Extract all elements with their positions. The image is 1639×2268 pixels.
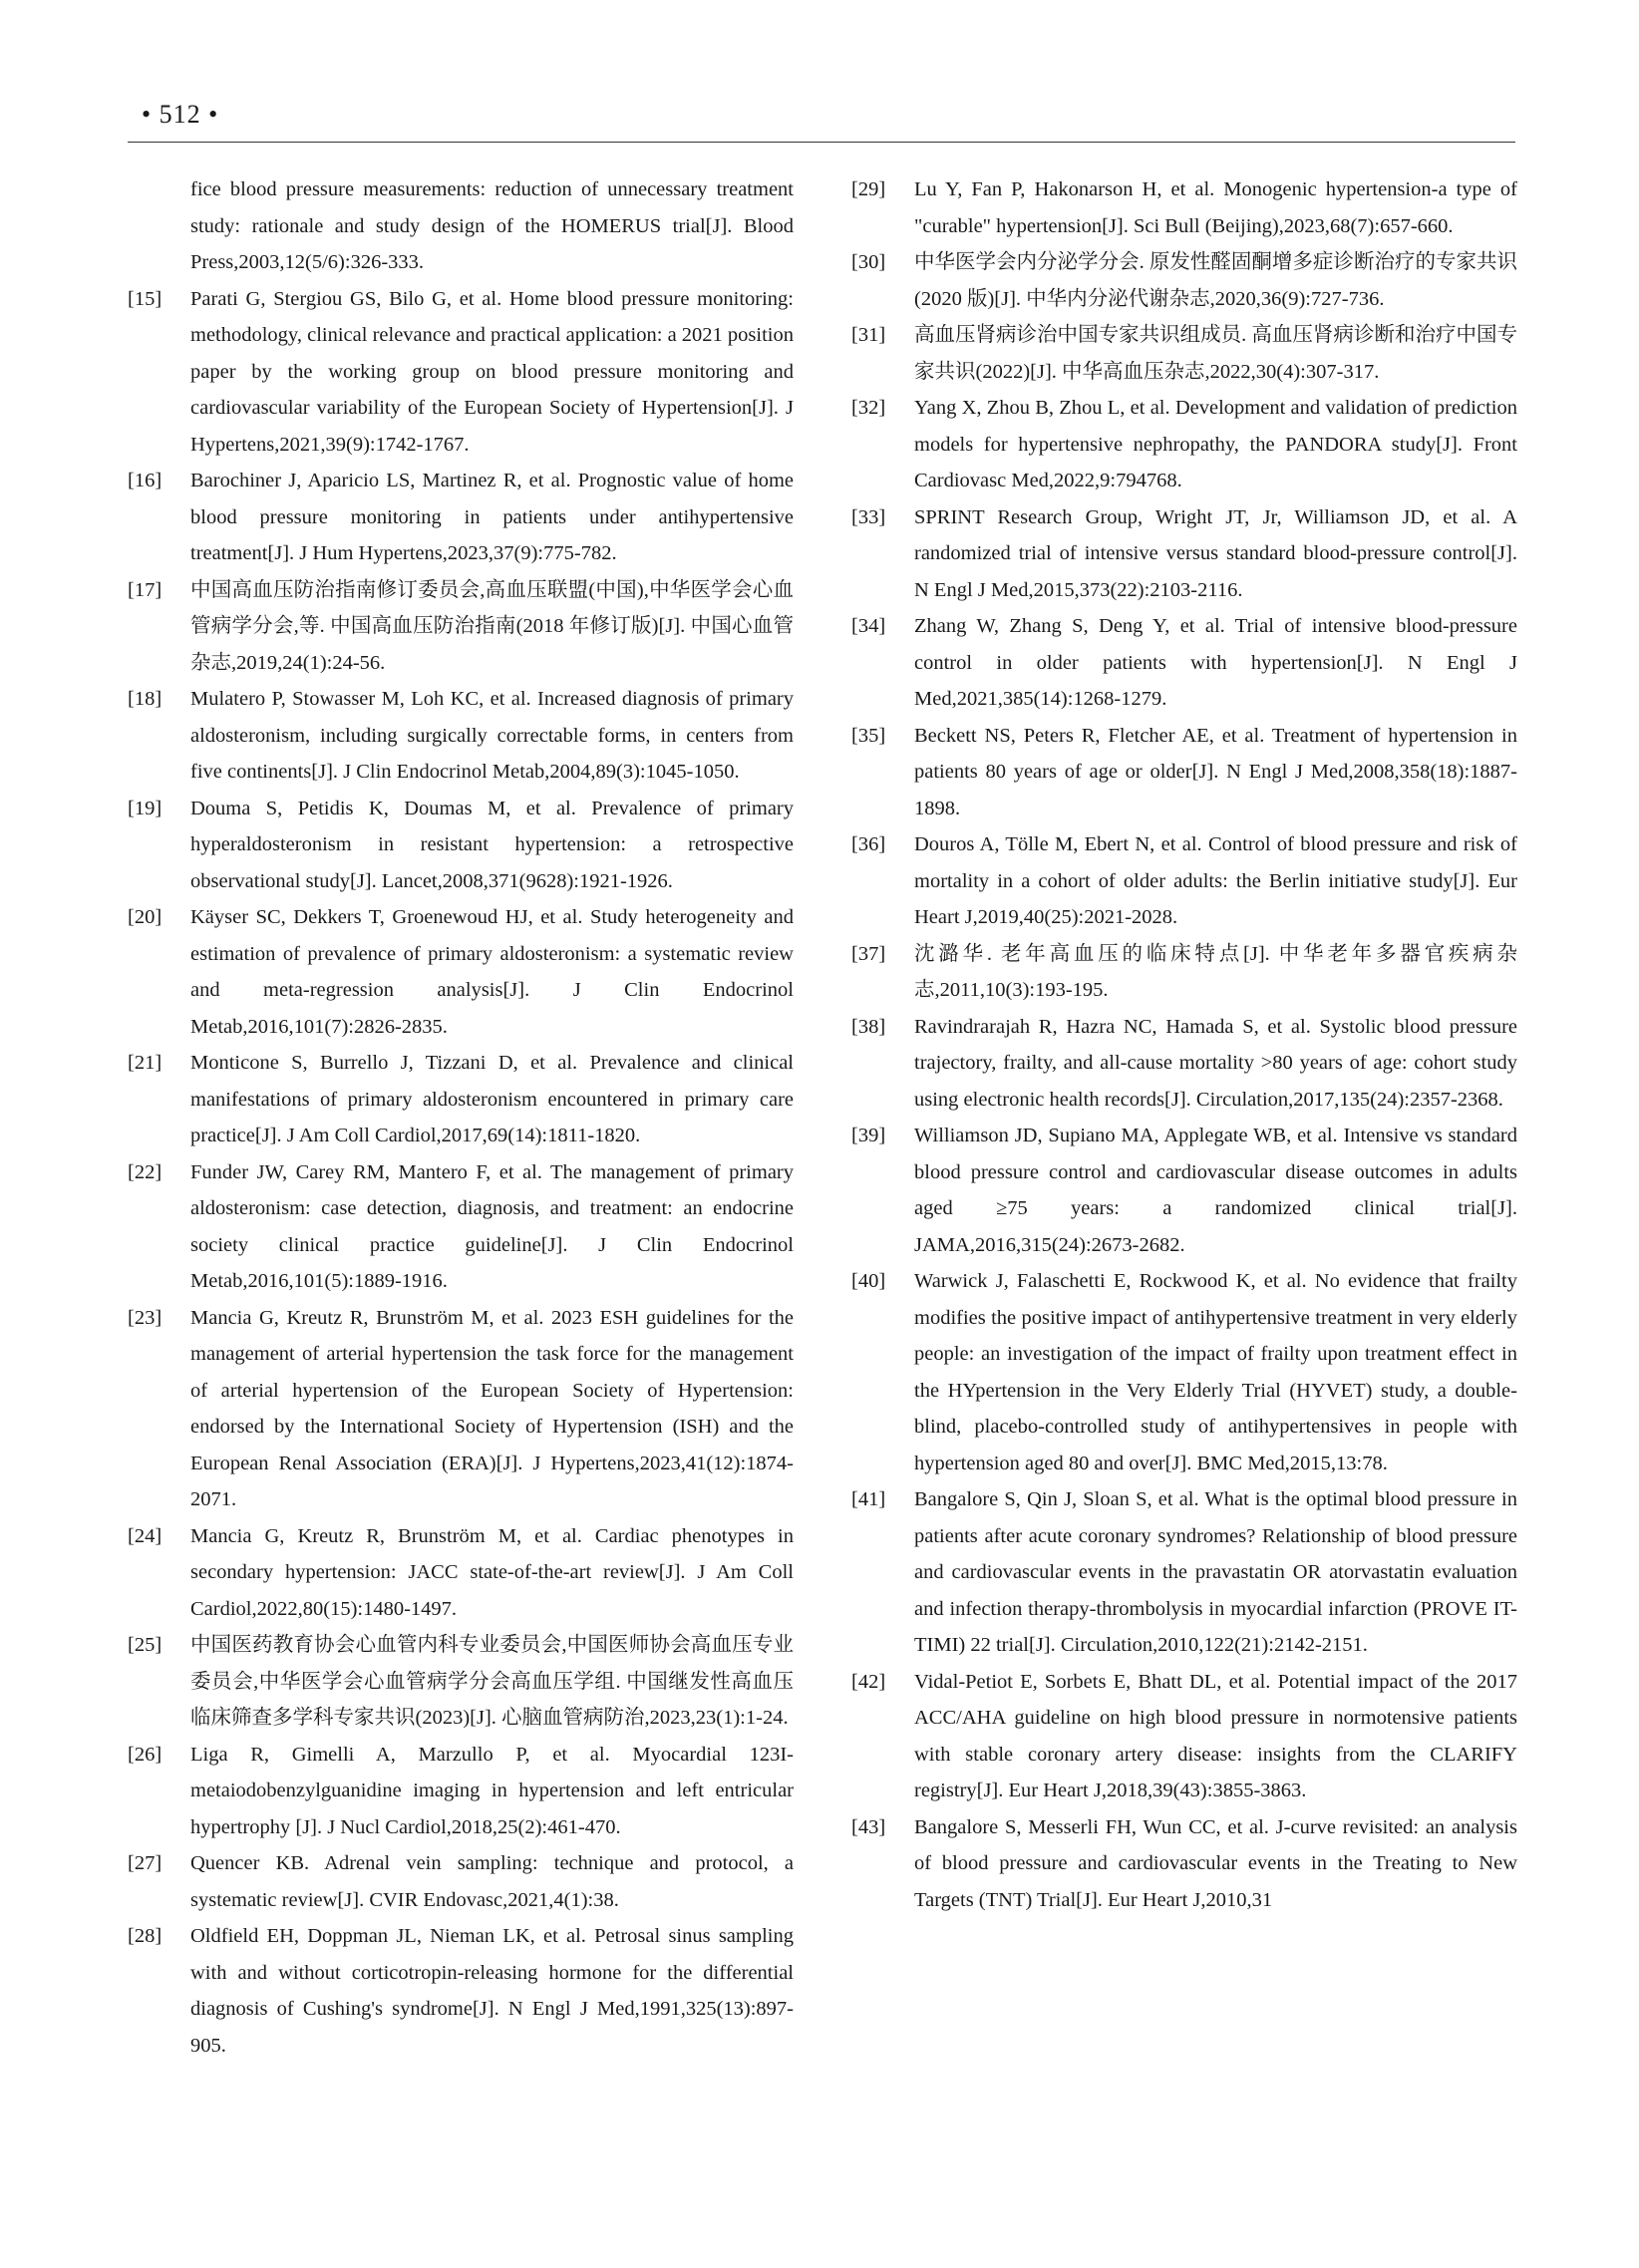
reference-entry — [128, 791, 794, 900]
reference-entry — [851, 244, 1517, 317]
reference-text: Beckett NS, Peters R, Fletcher AE, et al. Treatment of hypertension in patients 80 years of age or older[J]. N Engl J Med,2008,358(18):1887-1898. — [914, 724, 1517, 819]
reference-number: [23] — [128, 1306, 163, 1329]
reference-number: [27] — [128, 1852, 163, 1874]
reference-number: [18] — [128, 688, 163, 710]
reference-text: fice blood pressure measurements: reduction of unnecessary treatment study: rationale and study design of the HOMERUS trial[J]. Blood Press,2003,12(5/6):326-333. — [190, 178, 794, 273]
reference-text: Lu Y, Fan P, Hakonarson H, et al. Monogenic hypertension-a type of "curable" hypertension[J]. Sci Bull (Beijing),2023,68(7):657-660. — [914, 178, 1517, 237]
reference-text: Douma S, Petidis K, Doumas M, et al. Prevalence of primary hyperaldosteronism in resistant hypertension: a retrospective observational study[J]. Lancet,2008,371(9628):1921-1926. — [190, 797, 794, 892]
reference-entry — [128, 281, 794, 464]
reference-entry — [128, 1737, 794, 1846]
reference-number: [28] — [128, 1925, 163, 1947]
reference-text: Liga R, Gimelli A, Marzullo P, et al. Myocardial 123I-metaiodobenzylguanidine imaging in hypertension and left entricular hypertrophy [J]. J Nucl Cardiol,2018,25(2):461-470. — [190, 1743, 794, 1838]
reference-number: [32] — [851, 397, 886, 419]
reference-entry — [851, 608, 1517, 718]
reference-number: [39] — [851, 1125, 886, 1146]
reference-entry — [128, 681, 794, 791]
reference-text: Mancia G, Kreutz R, Brunström M, et al. 2023 ESH guidelines for the management of arterial hypertension the task force for the management of arterial hypertension of the European Society of Hypertension: endorsed by the International Society of Hypertension (ISH) and the European Renal Association (ERA)[J]. J Hypertens,2023,41(12):1874-2071. — [190, 1306, 794, 1510]
reference-entry — [128, 1627, 794, 1737]
reference-text: Warwick J, Falaschetti E, Rockwood K, et al. No evidence that frailty modifies the positive impact of antihypertensive treatment in very elderly people: an investigation of the impact of frailty upon treatment effect in the HYpertension in the Very Elderly Trial (HYVET) study, a double-blind, placebo-controlled study of antihypertensives in people with hypertension aged 80 and over[J]. BMC Med,2015,13:78. — [914, 1270, 1517, 1474]
reference-entry — [851, 317, 1517, 390]
reference-entry — [851, 936, 1517, 1009]
reference-text: Funder JW, Carey RM, Mantero F, et al. The management of primary aldosteronism: case detection, diagnosis, and treatment: an endocrine society clinical practice guideline[J]. J Clin Endocrinol Metab,2016,101(5):1889-1916. — [190, 1160, 794, 1292]
reference-entry — [851, 1481, 1517, 1664]
reference-entry — [851, 1809, 1517, 1919]
reference-entry — [851, 1009, 1517, 1119]
reference-text: 中国医药教育协会心血管内科专业委员会,中国医师协会高血压专业委员会,中华医学会心血管病学分会高血压学组. 中国继发性高血压临床筛查多学科专家共识(2023)[J]. 心脑血管病防治,2023,23(1):1-24. — [190, 1634, 794, 1729]
reference-entry — [128, 171, 794, 281]
reference-text: 高血压肾病诊治中国专家共识组成员. 高血压肾病诊断和治疗中国专家共识(2022)[J]. 中华高血压杂志,2022,30(4):307-317. — [914, 324, 1517, 383]
reference-number: [43] — [851, 1815, 886, 1838]
reference-number: [29] — [851, 178, 886, 200]
reference-entry — [128, 899, 794, 1045]
reference-number: [41] — [851, 1488, 886, 1510]
page-number: • 512 • — [142, 100, 219, 129]
reference-text: SPRINT Research Group, Wright JT, Jr, Williamson JD, et al. A randomized trial of intensive versus standard blood-pressure control[J]. N Engl J Med,2015,373(22):2103-2116. — [914, 505, 1517, 601]
reference-number: [21] — [128, 1052, 163, 1074]
reference-entry — [128, 1045, 794, 1154]
reference-entry — [851, 826, 1517, 936]
reference-text: Parati G, Stergiou GS, Bilo G, et al. Home blood pressure monitoring: methodology, clinical relevance and practical application: a 2021 position paper by the working group on blood pressure monitoring and cardiovascular variability of the European Society of Hypertension[J]. J Hypertens,2021,39(9):1742-1767. — [190, 287, 794, 456]
reference-number: [15] — [128, 287, 163, 310]
reference-number: [26] — [128, 1743, 163, 1766]
reference-number: [31] — [851, 324, 886, 346]
reference-entry — [851, 1263, 1517, 1481]
reference-number: [35] — [851, 724, 886, 747]
reference-entry — [851, 499, 1517, 609]
reference-entry — [851, 718, 1517, 827]
reference-number: [37] — [851, 942, 886, 965]
page-header — [128, 96, 1515, 143]
reference-number: [34] — [851, 615, 886, 637]
reference-text: 中国高血压防治指南修订委员会,高血压联盟(中国),中华医学会心血管病学分会,等. 中国高血压防治指南(2018 年修订版)[J]. 中国心血管杂志,2019,24(1):24-56. — [190, 578, 794, 674]
reference-text: Käyser SC, Dekkers T, Groenewoud HJ, et al. Study heterogeneity and estimation of prevalence of primary aldosteronism: a systematic review and meta-regression analysis[J]. J Clin Endocrinol Metab,2016,101(7):2826-2835. — [190, 906, 794, 1038]
reference-number: [22] — [128, 1160, 163, 1183]
reference-text: Monticone S, Burrello J, Tizzani D, et al. Prevalence and clinical manifestations of primary aldosteronism encountered in primary care practice[J]. J Am Coll Cardiol,2017,69(14):1811-1820. — [190, 1052, 794, 1146]
reference-number: [42] — [851, 1670, 886, 1693]
reference-text: Mancia G, Kreutz R, Brunström M, et al. Cardiac phenotypes in secondary hypertension: JACC state-of-the-art review[J]. J Am Coll Cardiol,2022,80(15):1480-1497. — [190, 1524, 794, 1620]
reference-number: [33] — [851, 505, 886, 528]
reference-text: Douros A, Tölle M, Ebert N, et al. Control of blood pressure and risk of mortality in a cohort of older adults: the Berlin initiative study[J]. Eur Heart J,2019,40(25):2021-2028. — [914, 833, 1517, 928]
reference-number: [36] — [851, 833, 886, 855]
reference-number: [20] — [128, 906, 163, 928]
reference-text: Williamson JD, Supiano MA, Applegate WB, et al. Intensive vs standard blood pressure control and cardiovascular disease outcomes in adults aged ≥75 years: a randomized clinical trial[J]. JAMA,2016,315(24):2673-2682. — [914, 1125, 1517, 1256]
reference-text: Mulatero P, Stowasser M, Loh KC, et al. Increased diagnosis of primary aldosteronism, including surgically correctable forms, in centers from five continents[J]. J Clin Endocrinol Metab,2004,89(3):1045-1050. — [190, 688, 794, 783]
reference-entry — [128, 463, 794, 572]
reference-number: [19] — [128, 797, 163, 819]
reference-entry — [851, 1664, 1517, 1809]
reference-entry — [128, 1845, 794, 1918]
reference-entry — [128, 1918, 794, 2064]
reference-text: Yang X, Zhou B, Zhou L, et al. Development and validation of prediction models for hypertensive nephropathy, the PANDORA study[J]. Front Cardiovasc Med,2022,9:794768. — [914, 397, 1517, 491]
reference-text: Zhang W, Zhang S, Deng Y, et al. Trial of intensive blood-pressure control in older patients with hypertension[J]. N Engl J Med,2021,385(14):1268-1279. — [914, 615, 1517, 710]
reference-text: Quencer KB. Adrenal vein sampling: technique and protocol, a systematic review[J]. CVIR Endovasc,2021,4(1):38. — [190, 1852, 794, 1911]
reference-text: 沈潞华. 老年高血压的临床特点[J]. 中华老年多器官疾病杂志,2011,10(3):193-195. — [914, 942, 1517, 1001]
reference-number: [16] — [128, 470, 163, 491]
reference-text: Bangalore S, Qin J, Sloan S, et al. What is the optimal blood pressure in patients after acute coronary syndromes? Relationship of blood pressure and cardiovascular events in the pravastatin OR atorvastatin evaluation and infection therapy-thrombolysis in myocardial infarction (PROVE IT-TIMI) 22 trial[J]. Circulation,2010,122(21):2142-2151. — [914, 1488, 1517, 1656]
reference-entry — [851, 1118, 1517, 1263]
reference-entry — [128, 1154, 794, 1300]
reference-entry — [128, 572, 794, 682]
references-right-column — [851, 171, 1517, 1918]
reference-text: Vidal-Petiot E, Sorbets E, Bhatt DL, et al. Potential impact of the 2017 ACC/AHA guideline on high blood pressure in normotensive patients with stable coronary artery disease: insights from the CLARIFY registry[J]. Eur Heart J,2018,39(43):3855-3863. — [914, 1670, 1517, 1801]
reference-text: Oldfield EH, Doppman JL, Nieman LK, et al. Petrosal sinus sampling with and without corticotropin-releasing hormone for the differential diagnosis of Cushing's syndrome[J]. N Engl J Med,1991,325(13):897-905. — [190, 1925, 794, 2057]
reference-number: [24] — [128, 1524, 163, 1547]
references-left-column — [128, 171, 794, 2064]
reference-entry — [128, 1518, 794, 1628]
reference-text: Barochiner J, Aparicio LS, Martinez R, et al. Prognostic value of home blood pressure monitoring in patients under antihypertensive treatment[J]. J Hum Hypertens,2023,37(9):775-782. — [190, 470, 794, 564]
reference-text: 中华医学会内分泌学分会. 原发性醛固酮增多症诊断治疗的专家共识(2020 版)[J]. 中华内分泌代谢杂志,2020,36(9):727-736. — [914, 251, 1517, 310]
reference-number: [17] — [128, 578, 163, 601]
reference-text: Bangalore S, Messerli FH, Wun CC, et al. J-curve revisited: an analysis of blood pressure and cardiovascular events in the Treating to New Targets (TNT) Trial[J]. Eur Heart J,2010,31 — [914, 1815, 1517, 1911]
reference-number: [25] — [128, 1634, 163, 1656]
reference-number: [38] — [851, 1015, 886, 1038]
reference-entry — [851, 171, 1517, 244]
reference-number: [30] — [851, 251, 886, 273]
reference-entry — [128, 1300, 794, 1518]
reference-number: [40] — [851, 1270, 886, 1292]
reference-entry — [851, 390, 1517, 499]
reference-text: Ravindrarajah R, Hazra NC, Hamada S, et al. Systolic blood pressure trajectory, frailty, and all-cause mortality >80 years of age: cohort study using electronic health records[J]. Circulation,2017,135(24):2357-2368. — [914, 1015, 1517, 1111]
